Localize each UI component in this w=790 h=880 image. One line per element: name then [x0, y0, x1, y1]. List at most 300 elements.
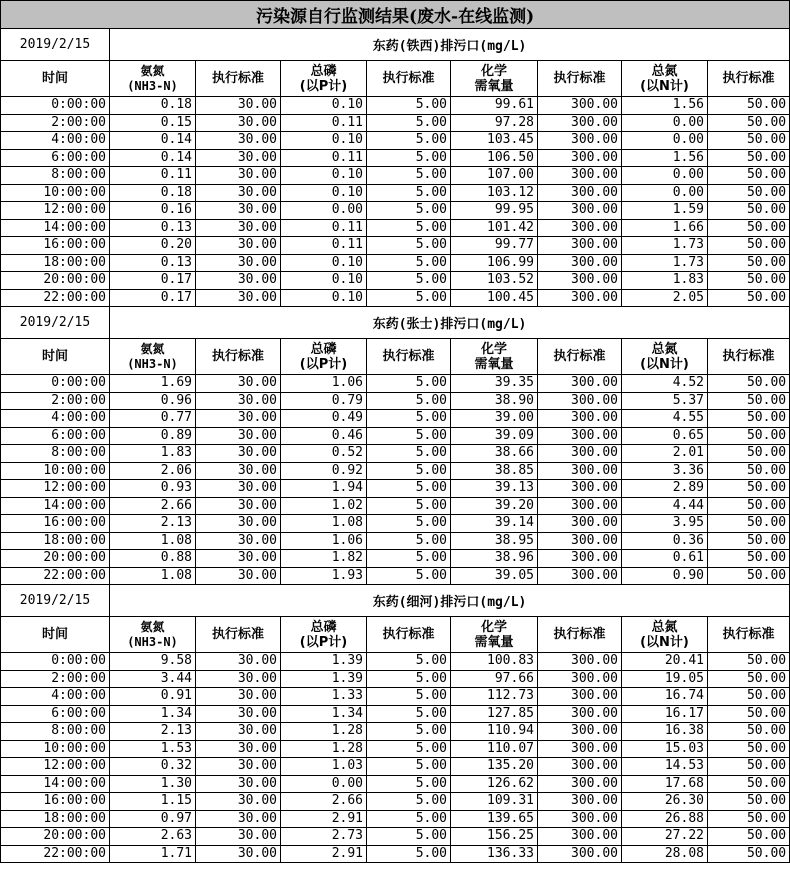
ammonia-standard-cell: 30.00 — [196, 480, 281, 498]
cod-cell: 38.96 — [451, 550, 538, 568]
ammonia-standard-cell: 30.00 — [196, 289, 281, 307]
table-row — [1, 289, 790, 307]
phosphorus-standard-cell: 5.00 — [367, 793, 451, 811]
time-cell: 8:00:00 — [1, 167, 110, 185]
time-cell: 2:00:00 — [1, 392, 110, 410]
time-cell: 22:00:00 — [1, 289, 110, 307]
ammonia-cell: 0.11 — [110, 167, 196, 185]
header-standard: 执行标准 — [708, 617, 790, 653]
time-cell: 6:00:00 — [1, 705, 110, 723]
nitrogen-standard-cell: 50.00 — [708, 167, 790, 185]
table-row — [1, 97, 790, 115]
cod-standard-cell: 300.00 — [538, 237, 622, 255]
nitrogen-standard-cell: 50.00 — [708, 532, 790, 550]
cod-cell: 110.07 — [451, 740, 538, 758]
header-nitrogen-line1: 总氮 — [651, 341, 678, 357]
phosphorus-standard-cell: 5.00 — [367, 132, 451, 150]
header-time: 时间 — [1, 617, 110, 653]
phosphorus-cell: 1.28 — [281, 740, 367, 758]
header-nitrogen-line1: 总氮 — [651, 619, 678, 635]
nitrogen-cell: 17.68 — [622, 775, 708, 793]
table-row — [1, 810, 790, 828]
phosphorus-standard-cell: 5.00 — [367, 688, 451, 706]
header-standard: 执行标准 — [708, 61, 790, 97]
phosphorus-standard-cell: 5.00 — [367, 167, 451, 185]
phosphorus-standard-cell: 5.00 — [367, 515, 451, 533]
cod-standard-cell: 300.00 — [538, 114, 622, 132]
phosphorus-standard-cell: 5.00 — [367, 775, 451, 793]
cod-standard-cell: 300.00 — [538, 427, 622, 445]
cod-cell: 110.94 — [451, 723, 538, 741]
ammonia-standard-cell: 30.00 — [196, 670, 281, 688]
cod-standard-cell: 300.00 — [538, 272, 622, 290]
nitrogen-standard-cell: 50.00 — [708, 132, 790, 150]
ammonia-cell: 9.58 — [110, 653, 196, 671]
cod-cell: 38.85 — [451, 462, 538, 480]
cod-cell: 126.62 — [451, 775, 538, 793]
phosphorus-cell: 0.10 — [281, 289, 367, 307]
nitrogen-standard-cell: 50.00 — [708, 427, 790, 445]
cod-standard-cell: 300.00 — [538, 375, 622, 393]
cod-standard-cell: 300.00 — [538, 480, 622, 498]
ammonia-cell: 0.20 — [110, 237, 196, 255]
column-header-row — [1, 339, 790, 375]
header-ammonia-line2: (NH3-N) — [127, 634, 178, 649]
header-cod-line1: 化学 — [480, 63, 507, 79]
phosphorus-standard-cell: 5.00 — [367, 828, 451, 846]
header-cod-line2: 需氧量 — [474, 356, 514, 372]
nitrogen-standard-cell: 50.00 — [708, 670, 790, 688]
column-header-row — [1, 617, 790, 653]
phosphorus-cell: 1.39 — [281, 653, 367, 671]
cod-standard-cell: 300.00 — [538, 445, 622, 463]
time-cell: 4:00:00 — [1, 688, 110, 706]
phosphorus-cell: 1.34 — [281, 705, 367, 723]
header-standard: 执行标准 — [708, 339, 790, 375]
cod-standard-cell: 300.00 — [538, 184, 622, 202]
phosphorus-standard-cell: 5.00 — [367, 670, 451, 688]
section-date: 2019/2/15 — [1, 307, 110, 339]
header-ammonia-line1: 氨氮 — [140, 619, 165, 634]
nitrogen-cell: 4.55 — [622, 410, 708, 428]
ammonia-standard-cell: 30.00 — [196, 202, 281, 220]
cod-cell: 106.50 — [451, 149, 538, 167]
header-cod-line1: 化学 — [480, 341, 507, 357]
nitrogen-standard-cell: 50.00 — [708, 375, 790, 393]
header-standard: 执行标准 — [538, 617, 622, 653]
header-ammonia-line2: (NH3-N) — [127, 356, 178, 371]
phosphorus-standard-cell: 5.00 — [367, 653, 451, 671]
phosphorus-cell: 0.11 — [281, 237, 367, 255]
phosphorus-standard-cell: 5.00 — [367, 497, 451, 515]
cod-cell: 127.85 — [451, 705, 538, 723]
nitrogen-cell: 1.73 — [622, 254, 708, 272]
cod-cell: 39.00 — [451, 410, 538, 428]
phosphorus-standard-cell: 5.00 — [367, 237, 451, 255]
cod-standard-cell: 300.00 — [538, 740, 622, 758]
cod-standard-cell: 300.00 — [538, 254, 622, 272]
cod-cell: 97.66 — [451, 670, 538, 688]
cod-cell: 107.00 — [451, 167, 538, 185]
table-row — [1, 740, 790, 758]
ammonia-cell: 1.53 — [110, 740, 196, 758]
cod-cell: 39.14 — [451, 515, 538, 533]
ammonia-cell: 0.18 — [110, 184, 196, 202]
nitrogen-cell: 2.05 — [622, 289, 708, 307]
phosphorus-cell: 2.91 — [281, 810, 367, 828]
phosphorus-standard-cell: 5.00 — [367, 445, 451, 463]
cod-standard-cell: 300.00 — [538, 705, 622, 723]
phosphorus-standard-cell: 5.00 — [367, 810, 451, 828]
time-cell: 6:00:00 — [1, 149, 110, 167]
header-nitrogen-line2: (以N计) — [640, 356, 689, 372]
ammonia-cell: 1.08 — [110, 567, 196, 585]
phosphorus-standard-cell: 5.00 — [367, 532, 451, 550]
ammonia-standard-cell: 30.00 — [196, 219, 281, 237]
ammonia-standard-cell: 30.00 — [196, 845, 281, 863]
phosphorus-standard-cell: 5.00 — [367, 410, 451, 428]
cod-cell: 103.52 — [451, 272, 538, 290]
phosphorus-standard-cell: 5.00 — [367, 462, 451, 480]
phosphorus-standard-cell: 5.00 — [367, 758, 451, 776]
cod-cell: 99.61 — [451, 97, 538, 115]
table-row — [1, 497, 790, 515]
header-phosphorus-line2: (以P计) — [299, 78, 348, 94]
table-row — [1, 567, 790, 585]
header-phosphorus-line2: (以P计) — [299, 634, 348, 650]
nitrogen-standard-cell: 50.00 — [708, 445, 790, 463]
nitrogen-standard-cell: 50.00 — [708, 793, 790, 811]
phosphorus-cell: 2.66 — [281, 793, 367, 811]
section-date: 2019/2/15 — [1, 29, 110, 61]
outlet-name: 东药(铁西)排污口(mg/L) — [110, 29, 790, 61]
nitrogen-cell: 4.44 — [622, 497, 708, 515]
nitrogen-cell: 2.01 — [622, 445, 708, 463]
cod-standard-cell: 300.00 — [538, 758, 622, 776]
phosphorus-cell: 0.10 — [281, 97, 367, 115]
nitrogen-cell: 19.05 — [622, 670, 708, 688]
phosphorus-cell: 0.52 — [281, 445, 367, 463]
cod-standard-cell: 300.00 — [538, 550, 622, 568]
phosphorus-cell: 1.03 — [281, 758, 367, 776]
header-ammonia-line2: (NH3-N) — [127, 78, 178, 93]
time-cell: 22:00:00 — [1, 567, 110, 585]
time-cell: 18:00:00 — [1, 810, 110, 828]
header-nitrogen-line2: (以N计) — [640, 634, 689, 650]
ammonia-standard-cell: 30.00 — [196, 793, 281, 811]
header-standard: 执行标准 — [538, 61, 622, 97]
table-row — [1, 237, 790, 255]
phosphorus-cell: 1.94 — [281, 480, 367, 498]
cod-standard-cell: 300.00 — [538, 723, 622, 741]
table-row — [1, 550, 790, 568]
phosphorus-standard-cell: 5.00 — [367, 254, 451, 272]
time-cell: 10:00:00 — [1, 462, 110, 480]
cod-standard-cell: 300.00 — [538, 202, 622, 220]
table-row — [1, 480, 790, 498]
phosphorus-cell: 2.73 — [281, 828, 367, 846]
cod-cell: 39.05 — [451, 567, 538, 585]
cod-cell: 156.25 — [451, 828, 538, 846]
ammonia-cell: 1.71 — [110, 845, 196, 863]
ammonia-cell: 0.88 — [110, 550, 196, 568]
time-cell: 18:00:00 — [1, 532, 110, 550]
ammonia-cell: 0.96 — [110, 392, 196, 410]
cod-standard-cell: 300.00 — [538, 775, 622, 793]
ammonia-cell: 0.18 — [110, 97, 196, 115]
ammonia-standard-cell: 30.00 — [196, 149, 281, 167]
phosphorus-standard-cell: 5.00 — [367, 272, 451, 290]
time-cell: 14:00:00 — [1, 775, 110, 793]
ammonia-cell: 1.34 — [110, 705, 196, 723]
nitrogen-standard-cell: 50.00 — [708, 254, 790, 272]
phosphorus-cell: 0.00 — [281, 202, 367, 220]
phosphorus-standard-cell: 5.00 — [367, 375, 451, 393]
ammonia-cell: 0.93 — [110, 480, 196, 498]
cod-cell: 99.77 — [451, 237, 538, 255]
time-cell: 20:00:00 — [1, 828, 110, 846]
table-row — [1, 462, 790, 480]
phosphorus-standard-cell: 5.00 — [367, 845, 451, 863]
nitrogen-cell: 1.73 — [622, 237, 708, 255]
time-cell: 2:00:00 — [1, 670, 110, 688]
phosphorus-cell: 1.02 — [281, 497, 367, 515]
phosphorus-cell: 0.10 — [281, 254, 367, 272]
header-ammonia — [110, 61, 196, 97]
table-row — [1, 375, 790, 393]
ammonia-cell: 0.89 — [110, 427, 196, 445]
ammonia-cell: 1.30 — [110, 775, 196, 793]
phosphorus-cell: 1.33 — [281, 688, 367, 706]
nitrogen-cell: 0.90 — [622, 567, 708, 585]
nitrogen-standard-cell: 50.00 — [708, 775, 790, 793]
table-row — [1, 392, 790, 410]
header-time: 时间 — [1, 61, 110, 97]
cod-cell: 39.13 — [451, 480, 538, 498]
report-title: 污染源自行监测结果(废水-在线监测) — [1, 1, 790, 29]
phosphorus-cell: 1.82 — [281, 550, 367, 568]
table-row — [1, 653, 790, 671]
nitrogen-standard-cell: 50.00 — [708, 550, 790, 568]
nitrogen-cell: 20.41 — [622, 653, 708, 671]
phosphorus-standard-cell: 5.00 — [367, 184, 451, 202]
ammonia-standard-cell: 30.00 — [196, 167, 281, 185]
header-cod-line2: 需氧量 — [474, 634, 514, 650]
nitrogen-standard-cell: 50.00 — [708, 705, 790, 723]
section-date: 2019/2/15 — [1, 585, 110, 617]
cod-standard-cell: 300.00 — [538, 219, 622, 237]
ammonia-standard-cell: 30.00 — [196, 810, 281, 828]
phosphorus-standard-cell: 5.00 — [367, 392, 451, 410]
time-cell: 4:00:00 — [1, 410, 110, 428]
nitrogen-cell: 5.37 — [622, 392, 708, 410]
cod-cell: 136.33 — [451, 845, 538, 863]
ammonia-standard-cell: 30.00 — [196, 497, 281, 515]
phosphorus-standard-cell: 5.00 — [367, 550, 451, 568]
cod-cell: 100.45 — [451, 289, 538, 307]
phosphorus-standard-cell: 5.00 — [367, 219, 451, 237]
cod-cell: 103.45 — [451, 132, 538, 150]
cod-standard-cell: 300.00 — [538, 515, 622, 533]
header-phosphorus — [281, 61, 367, 97]
nitrogen-standard-cell: 50.00 — [708, 272, 790, 290]
ammonia-standard-cell: 30.00 — [196, 427, 281, 445]
nitrogen-cell: 16.17 — [622, 705, 708, 723]
ammonia-standard-cell: 30.00 — [196, 653, 281, 671]
nitrogen-standard-cell: 50.00 — [708, 202, 790, 220]
cod-standard-cell: 300.00 — [538, 392, 622, 410]
column-header-row — [1, 61, 790, 97]
nitrogen-cell: 28.08 — [622, 845, 708, 863]
cod-cell: 101.42 — [451, 219, 538, 237]
header-phosphorus-line1: 总磷 — [310, 619, 337, 635]
table-row — [1, 427, 790, 445]
time-cell: 10:00:00 — [1, 740, 110, 758]
section-header-row — [1, 29, 790, 61]
ammonia-cell: 2.66 — [110, 497, 196, 515]
phosphorus-cell: 0.10 — [281, 167, 367, 185]
phosphorus-standard-cell: 5.00 — [367, 567, 451, 585]
phosphorus-standard-cell: 5.00 — [367, 202, 451, 220]
section-header-row — [1, 585, 790, 617]
cod-standard-cell: 300.00 — [538, 670, 622, 688]
ammonia-cell: 0.16 — [110, 202, 196, 220]
nitrogen-cell: 26.30 — [622, 793, 708, 811]
phosphorus-standard-cell: 5.00 — [367, 480, 451, 498]
ammonia-cell: 1.15 — [110, 793, 196, 811]
nitrogen-cell: 16.38 — [622, 723, 708, 741]
phosphorus-cell: 0.92 — [281, 462, 367, 480]
nitrogen-cell: 2.89 — [622, 480, 708, 498]
nitrogen-cell: 14.53 — [622, 758, 708, 776]
header-cod — [451, 61, 538, 97]
phosphorus-standard-cell: 5.00 — [367, 149, 451, 167]
time-cell: 0:00:00 — [1, 375, 110, 393]
cod-standard-cell: 300.00 — [538, 497, 622, 515]
phosphorus-standard-cell: 5.00 — [367, 740, 451, 758]
header-ammonia — [110, 617, 196, 653]
time-cell: 2:00:00 — [1, 114, 110, 132]
table-row — [1, 410, 790, 428]
time-cell: 18:00:00 — [1, 254, 110, 272]
cod-cell: 106.99 — [451, 254, 538, 272]
nitrogen-cell: 3.36 — [622, 462, 708, 480]
cod-standard-cell: 300.00 — [538, 828, 622, 846]
ammonia-standard-cell: 30.00 — [196, 410, 281, 428]
cod-cell: 109.31 — [451, 793, 538, 811]
ammonia-cell: 0.14 — [110, 149, 196, 167]
time-cell: 0:00:00 — [1, 653, 110, 671]
table-row — [1, 793, 790, 811]
phosphorus-cell: 1.06 — [281, 375, 367, 393]
cod-cell: 100.83 — [451, 653, 538, 671]
header-standard: 执行标准 — [196, 339, 281, 375]
header-nitrogen — [622, 339, 708, 375]
ammonia-standard-cell: 30.00 — [196, 445, 281, 463]
nitrogen-cell: 1.83 — [622, 272, 708, 290]
time-cell: 0:00:00 — [1, 97, 110, 115]
nitrogen-cell: 0.36 — [622, 532, 708, 550]
phosphorus-standard-cell: 5.00 — [367, 705, 451, 723]
cod-standard-cell: 300.00 — [538, 149, 622, 167]
nitrogen-cell: 1.56 — [622, 149, 708, 167]
header-cod-line2: 需氧量 — [474, 78, 514, 94]
cod-standard-cell: 300.00 — [538, 688, 622, 706]
cod-standard-cell: 300.00 — [538, 532, 622, 550]
phosphorus-cell: 2.91 — [281, 845, 367, 863]
ammonia-cell: 2.06 — [110, 462, 196, 480]
nitrogen-cell: 16.74 — [622, 688, 708, 706]
ammonia-standard-cell: 30.00 — [196, 392, 281, 410]
time-cell: 6:00:00 — [1, 427, 110, 445]
cod-standard-cell: 300.00 — [538, 132, 622, 150]
table-body — [1, 1, 790, 863]
nitrogen-cell: 1.59 — [622, 202, 708, 220]
ammonia-standard-cell: 30.00 — [196, 740, 281, 758]
cod-standard-cell: 300.00 — [538, 97, 622, 115]
header-phosphorus-line1: 总磷 — [310, 63, 337, 79]
cod-cell: 99.95 — [451, 202, 538, 220]
phosphorus-cell: 1.93 — [281, 567, 367, 585]
header-standard: 执行标准 — [196, 61, 281, 97]
time-cell: 4:00:00 — [1, 132, 110, 150]
time-cell: 8:00:00 — [1, 723, 110, 741]
cod-standard-cell: 300.00 — [538, 845, 622, 863]
phosphorus-cell: 0.10 — [281, 132, 367, 150]
cod-standard-cell: 300.00 — [538, 462, 622, 480]
cod-standard-cell: 300.00 — [538, 653, 622, 671]
cod-cell: 38.66 — [451, 445, 538, 463]
phosphorus-cell: 0.11 — [281, 219, 367, 237]
phosphorus-cell: 1.39 — [281, 670, 367, 688]
table-row — [1, 272, 790, 290]
cod-cell: 39.09 — [451, 427, 538, 445]
ammonia-cell: 2.13 — [110, 515, 196, 533]
time-cell: 8:00:00 — [1, 445, 110, 463]
cod-cell: 38.95 — [451, 532, 538, 550]
phosphorus-cell: 0.11 — [281, 114, 367, 132]
nitrogen-standard-cell: 50.00 — [708, 184, 790, 202]
header-standard: 执行标准 — [196, 617, 281, 653]
nitrogen-standard-cell: 50.00 — [708, 845, 790, 863]
cod-cell: 139.65 — [451, 810, 538, 828]
nitrogen-standard-cell: 50.00 — [708, 480, 790, 498]
nitrogen-standard-cell: 50.00 — [708, 758, 790, 776]
ammonia-cell: 1.83 — [110, 445, 196, 463]
nitrogen-standard-cell: 50.00 — [708, 97, 790, 115]
phosphorus-cell: 1.08 — [281, 515, 367, 533]
table-row — [1, 202, 790, 220]
nitrogen-cell: 0.61 — [622, 550, 708, 568]
cod-standard-cell: 300.00 — [538, 567, 622, 585]
nitrogen-cell: 26.88 — [622, 810, 708, 828]
phosphorus-cell: 0.00 — [281, 775, 367, 793]
cod-standard-cell: 300.00 — [538, 810, 622, 828]
phosphorus-standard-cell: 5.00 — [367, 114, 451, 132]
ammonia-standard-cell: 30.00 — [196, 758, 281, 776]
nitrogen-standard-cell: 50.00 — [708, 688, 790, 706]
phosphorus-cell: 0.46 — [281, 427, 367, 445]
ammonia-standard-cell: 30.00 — [196, 132, 281, 150]
ammonia-cell: 0.77 — [110, 410, 196, 428]
header-standard: 执行标准 — [538, 339, 622, 375]
nitrogen-cell: 1.56 — [622, 97, 708, 115]
nitrogen-standard-cell: 50.00 — [708, 515, 790, 533]
header-standard: 执行标准 — [367, 61, 451, 97]
cod-standard-cell: 300.00 — [538, 410, 622, 428]
header-cod — [451, 339, 538, 375]
header-cod — [451, 617, 538, 653]
